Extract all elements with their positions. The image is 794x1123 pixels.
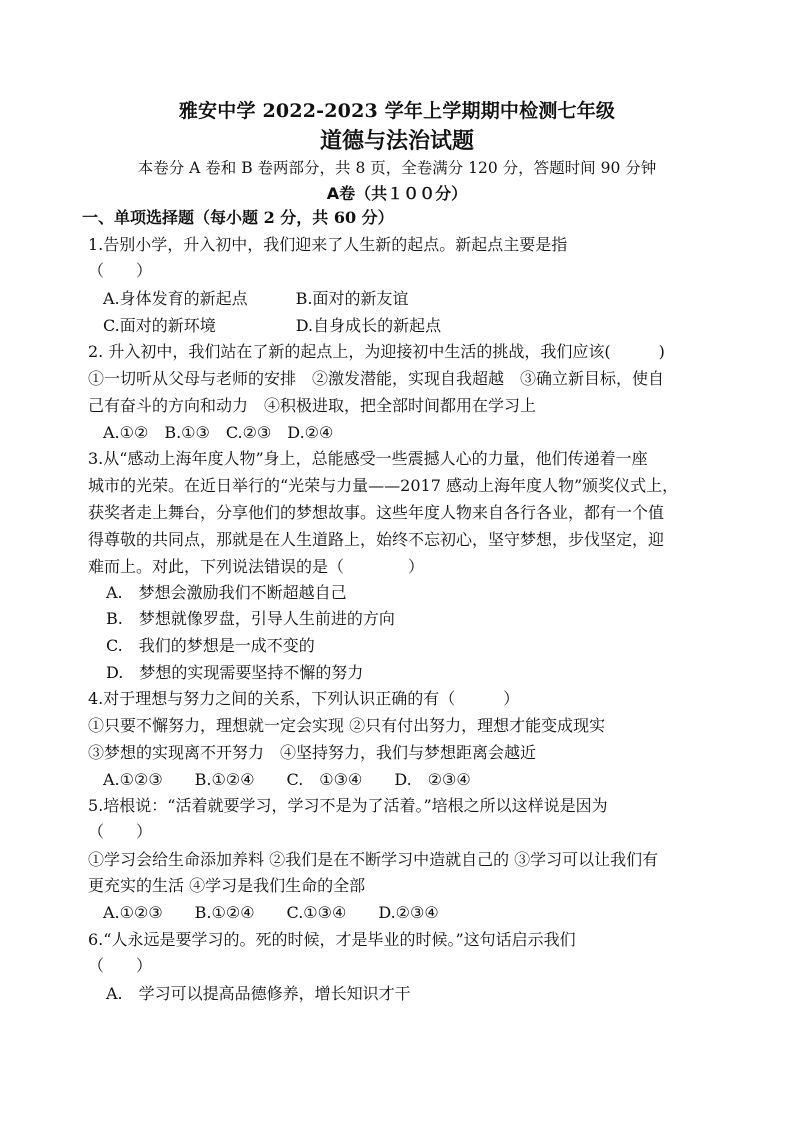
q1-bracket: （ ） (88, 261, 153, 280)
q3-stem-line4: 得尊敬的共同点，那就是在人生道路上，始终不忘初心，坚守梦想，步伐坚定，迎 (88, 530, 665, 549)
subject-title: 道德与法治试题 (319, 128, 474, 154)
q4-statements-line1: ①只要不懈努力，理想就一定会实现 ②只有付出努力，理想才能变成现实 (88, 716, 606, 735)
q6-bracket: （ ） (88, 956, 153, 975)
q3-option-b: B. 梦想就像罗盘，引导人生前进的方向 (106, 609, 395, 628)
q3-option-a: A. 梦想会激励我们不断超越自己 (106, 583, 347, 602)
q5-statements-line2: 更充实的生活 ④学习是我们生命的全部 (88, 876, 366, 895)
exam-title: 雅安中学 2022-2023 学年上学期期中检测七年级 (178, 100, 616, 122)
q3-stem-line5: 难而上。对此，下列说法错误的是（ ） (88, 557, 425, 576)
q3-stem-line1: 3.从“感动上海年度人物”身上，总能感受一些震撼人心的力量，他们传递着一座 (88, 449, 648, 468)
section-a-title: A卷（共１００分） (326, 184, 468, 203)
q6-option-a: A. 学习可以提高品德修养，增长知识才干 (106, 984, 411, 1003)
q2-statements-line2: 己有奋斗的方向和动力 ④积极进取，把全部时间都用在学习上 (88, 396, 537, 415)
q1-stem: 1.告别小学，升入初中，我们迎来了人生新的起点。新起点主要是指 (88, 235, 568, 254)
q2-statements-line1: ①一切听从父母与老师的安排 ②激发潜能，实现自我超越 ③确立新目标，使自 (88, 369, 665, 388)
q3-option-c: C. 我们的梦想是一成不变的 (106, 636, 315, 655)
q3-stem-line2: 城市的光荣。在近日举行的“光荣与力量——2017 感动上海年度人物”颁奖仪式上， (88, 476, 679, 495)
q1-options-ab: A.身体发育的新起点 B.面对的新友谊 (103, 289, 409, 308)
q2-stem: 2. 升入初中，我们站在了新的起点上，为迎接初中生活的挑战，我们应该( ) (88, 342, 665, 361)
part1-heading: 一、单项选择题（每小题 2 分，共 60 分） (82, 208, 394, 227)
exam-instructions: 本卷分 A 卷和 B 卷两部分，共 8 页，全卷满分 120 分，答题时间 90 分钟 (137, 159, 657, 177)
q1-options-cd: C.面对的新环境 D.自身成长的新起点 (103, 316, 442, 335)
q2-options: A.①② B.①③ C.②③ D.②④ (103, 423, 334, 442)
q5-stem: 5.培根说：“活着就要学习，学习不是为了活着。”培根之所以这样说是因为 (88, 796, 608, 815)
q5-statements-line1: ①学习会给生命添加养料 ②我们是在不断学习中造就自己的 ③学习可以让我们有 (88, 850, 659, 869)
q4-options: A.①②③ B.①②④ C. ①③④ D. ②③④ (103, 770, 471, 789)
q3-option-d: D. 梦想的实现需要坚持不懈的努力 (106, 663, 364, 682)
q3-stem-line3: 获奖者走上舞台，分享他们的梦想故事。这些年度人物来自各行各业，都有一个值 (88, 503, 665, 522)
q4-stem: 4.对于理想与努力之间的关系，下列认识正确的有（ ） (88, 689, 520, 708)
q5-bracket: （ ） (88, 822, 153, 841)
q6-stem: 6.“人永远是要学习的。死的时候，才是毕业的时候。”这句话启示我们 (88, 930, 576, 949)
q5-options: A.①②③ B.①②④ C.①③④ D.②③④ (103, 903, 439, 922)
q4-statements-line2: ③梦想的实现离不开努力 ④坚持努力，我们与梦想距离会越近 (88, 743, 537, 762)
